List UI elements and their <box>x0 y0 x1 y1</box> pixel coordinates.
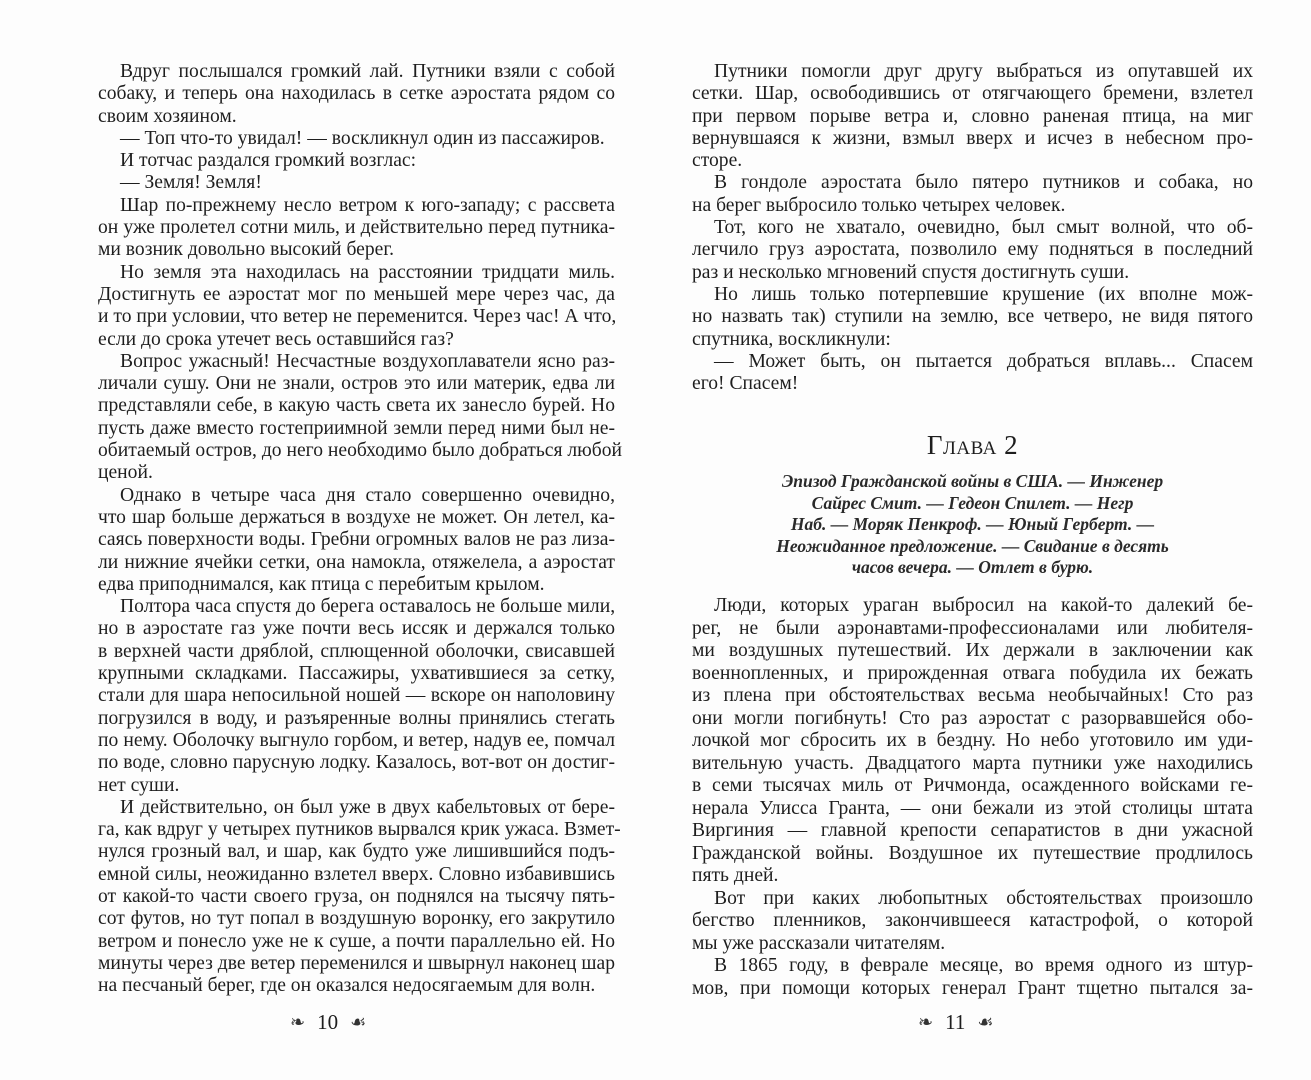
text-line: военнопленных, и прирожденная отвага побудила их бежать <box>692 662 1253 684</box>
text-line: саясь поверхности воды. Гребни огромных валов не раз лиза- <box>98 529 615 551</box>
paragraph <box>692 61 1253 172</box>
text-line: — Топ что-то увидал! — воскликнул один из пассажиров. <box>120 127 605 149</box>
text-line: — Может быть, он пытается добраться вплавь... Спасем <box>714 350 1253 372</box>
text-line: Однако в четыре часа дня стало совершенно очевидно, <box>120 484 615 506</box>
text-line: ветром и понесло уже не к суше, а почти параллельно ей. Но <box>98 930 615 952</box>
text-line: И действительно, он был уже в двух кабельтовых от бере- <box>120 796 615 818</box>
ornament-icon: ❧ <box>290 1012 306 1033</box>
text-line: минуты через две ветер переменился и швырнул наконец шар <box>98 952 615 974</box>
chapter-summary <box>725 471 1220 579</box>
text-line: едва приподнимался, как птица с перебитым крылом. <box>98 573 545 595</box>
text-line: Вопрос ужасный! Несчастные воздухоплаватели ясно раз- <box>120 350 615 372</box>
text-line: нулся грозный вал, и шар, как будто уже лишившийся подъ- <box>98 841 615 863</box>
paragraph <box>692 284 1253 351</box>
text-line: стали для шара непосильной ношей — вскоре он наполовину <box>98 685 615 707</box>
text-line: крупными складками. Пассажиры, ухватившиеся за сетку, <box>98 663 615 685</box>
text-line: ми воздушных путешествий. Их держали в заключении как <box>692 640 1253 661</box>
text-line: если до срока утечет весь оставшийся газ? <box>98 328 454 350</box>
paragraph <box>98 150 615 172</box>
text-line: Шар по-прежнему несло ветром к юго-западу; с рассвета <box>120 194 615 216</box>
text-line: Полтора часа спустя до берега оставалось не больше мили, <box>120 596 616 618</box>
summary-line: часов вечера. — Отлет в бурю. <box>851 557 1094 577</box>
summary-line: Эпизод Гражданской войны в США. — Инженер <box>781 471 1164 491</box>
text-line: Но земля эта находилась на расстоянии тридцати миль. <box>120 261 615 283</box>
paragraph <box>98 128 615 150</box>
text-line: от какой-то части своего груза, он поднялся на тысячу пять- <box>98 885 615 907</box>
text-line: на берег выбросило только четырех человек. <box>692 194 1066 216</box>
left-page-text <box>98 61 623 997</box>
text-line: Но лишь только потерпевшие крушение (их вполне мож- <box>714 283 1253 305</box>
text-line: ми возник довольно высокий берег. <box>98 239 395 261</box>
paragraph <box>98 350 623 485</box>
chapter-heading <box>692 430 1253 461</box>
summary-line: Неожиданное предложение. — Свидание в десять <box>776 535 1169 556</box>
text-line: мы уже рассказали читателям. <box>692 932 946 954</box>
text-line: своим хозяином. <box>98 105 237 127</box>
paragraph <box>692 217 1253 284</box>
text-line: ценой. <box>98 462 153 484</box>
paragraph <box>692 955 1253 1000</box>
paragraph <box>692 172 1253 217</box>
text-line: ли нижние ячейки сетки, она намокла, отяжелела, а аэростат <box>98 551 615 573</box>
ornament-icon: ☙ <box>977 1012 994 1033</box>
right-page-text-chapter-2 <box>692 595 1253 1000</box>
text-line: личали сушу. Они не знали, остров это или материк, едва ли <box>98 373 615 395</box>
text-line: но в аэростате газ уже почти весь иссяк и держался только <box>98 618 615 640</box>
text-line: собаку, и теперь она находилась в сетке аэростата рядом со <box>98 83 615 105</box>
text-line: но назвать так) ступили на землю, все четверо, не видя пятого <box>692 306 1253 328</box>
text-line: легчило груз аэростата, позволило ему подняться в последний <box>692 239 1253 261</box>
paragraph <box>98 195 615 262</box>
paragraph <box>98 262 615 351</box>
text-line: га, как вдруг у четырех путников вырвался крик ужаса. Взмет- <box>98 819 621 841</box>
summary-line: Сайрес Смит. — Гедеон Спилет. — Негр <box>811 492 1134 513</box>
text-line: Достигнуть ее аэростат мог по меньшей мере через час, да <box>98 283 615 305</box>
paragraph <box>98 61 615 128</box>
text-line: бегство пленников, закончившееся катастрофой, о которой <box>692 910 1253 931</box>
text-line: мов, при помощи которых генерал Грант тщетно пытался за- <box>692 977 1253 999</box>
paragraph <box>98 172 615 194</box>
text-line: нет суши. <box>98 774 180 796</box>
text-line: погрузился в воду, и разъяренные волны принялись стегать <box>98 707 615 729</box>
text-line: Вдруг послышался громкий лай. Путники взяли с собой <box>120 61 615 82</box>
text-line: вернувшаяся к жизни, взмыл вверх и исчез в небесном про- <box>692 127 1253 149</box>
text-line: — Земля! Земля! <box>120 172 262 194</box>
ornament-icon: ☙ <box>350 1012 367 1033</box>
page-number-left <box>290 1010 366 1035</box>
text-line: и то при условии, что ветер не переменится. Через час! А что, <box>98 306 617 328</box>
page-number: 10 <box>317 1010 339 1034</box>
text-line: Виргиния — главной крепости сепаратистов в дни ужасной <box>692 820 1253 841</box>
right-page-text-before-chapter <box>692 61 1253 395</box>
text-line: пять дней. <box>692 865 779 886</box>
text-line: что шар больше держаться в воздухе не может. Он летел, ка- <box>98 506 615 528</box>
text-line: рег, не были аэронавтами-профессионалами или любителя- <box>692 617 1253 639</box>
text-line: его! Спасем! <box>692 373 799 395</box>
text-line: Путники помогли друг другу выбраться из опутавшей их <box>714 61 1253 82</box>
text-line: нерала Улисса Гранта, — они бежали из этой столицы штата <box>692 797 1253 819</box>
text-line: емной силы, неожиданно взлетел вверх. Словно избавившись <box>98 863 615 885</box>
text-line: сторе. <box>692 150 743 172</box>
summary-line: Наб. — Моряк Пенкроф. — Юный Герберт. — <box>790 514 1155 534</box>
text-line: в верхней части дряблой, сплющенной оболочки, свисавшей <box>98 640 615 662</box>
text-line: лочкой мог сбросить их в бездну. Но небо уготовило им уди- <box>692 730 1253 751</box>
text-line: в семи тысячах миль от Ричмонда, осажденного войсками ге- <box>692 775 1253 796</box>
text-line: вительную участь. Двадцатого марта путники уже находились <box>692 752 1253 774</box>
text-line: спутника, воскликнули: <box>692 328 891 350</box>
chapter-heading-text: Глава 2 <box>926 430 1019 460</box>
text-line: Тот, кого не хватало, очевидно, был смыт волной, что об- <box>714 217 1253 239</box>
text-line: И тотчас раздался громкий возглас: <box>120 150 417 172</box>
text-line: они могли погибнуть! Сто раз аэростат с разорвавшейся обо- <box>692 707 1253 729</box>
text-line: по нему. Оболочку выгнуло горбом, и ветер, надув ее, помчал <box>98 729 615 751</box>
ornament-icon: ❧ <box>918 1012 934 1033</box>
text-line: обитаемый остров, до него необходимо было добраться любой <box>98 440 623 462</box>
paragraph <box>692 888 1253 956</box>
text-line: Люди, которых ураган выбросил на какой-то далекий бе- <box>714 595 1253 616</box>
text-line: В гондоле аэростата было пятеро путников и собака, но <box>714 172 1253 194</box>
text-line: представляли себе, в какую часть света их занесло бурей. Но <box>98 395 615 417</box>
paragraph <box>692 595 1253 888</box>
text-line: В 1865 году, в феврале месяце, во время одного из штур- <box>714 955 1253 976</box>
text-line: при первом порыве ветра и, словно раненая птица, на миг <box>692 105 1253 127</box>
paragraph <box>98 796 621 998</box>
text-line: он уже пролетел сотни миль, и действительно перед путника- <box>98 217 615 239</box>
text-line: по воде, словно парусную лодку. Казалось, вот-вот он достиг- <box>98 752 615 774</box>
text-line: Гражданской войны. Воздушное их путешествие продлилось <box>692 842 1253 864</box>
paragraph <box>98 596 615 797</box>
page-number-right <box>918 1010 993 1035</box>
text-line: Вот при каких любопытных обстоятельствах произошло <box>714 887 1253 909</box>
text-line: раз и несколько мгновений спустя достигнуть суши. <box>692 261 1130 283</box>
text-line: сетки. Шар, освободившись от отягчающего бремени, взлетел <box>692 83 1253 105</box>
paragraph <box>98 485 615 596</box>
text-line: сот футов, но тут попал в воздушную воронку, его закрутило <box>98 908 615 930</box>
text-line: на песчаный берег, где он оказался недосягаемым для волн. <box>98 975 596 997</box>
text-line: из плена при обстоятельствах весьма необычайных! Сто раз <box>692 685 1253 706</box>
page-number: 11 <box>945 1010 966 1034</box>
paragraph <box>692 351 1253 396</box>
text-line: пусть даже вместо гостеприимной земли перед ними был не- <box>98 417 615 439</box>
